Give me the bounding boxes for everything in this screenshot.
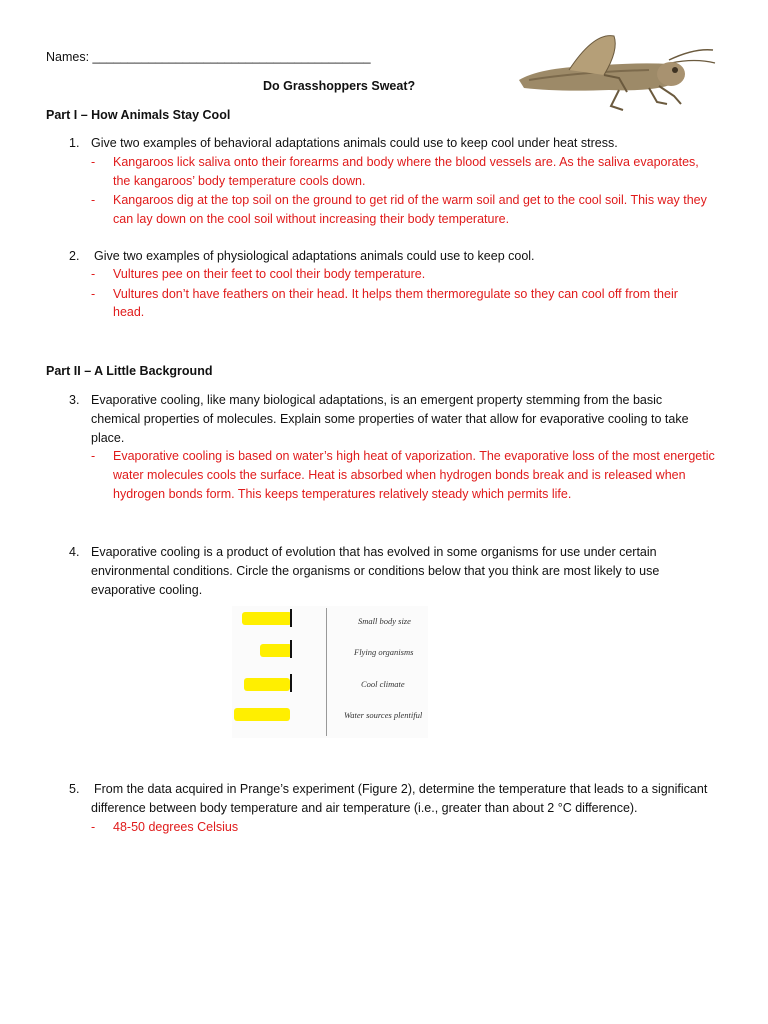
tick-mark — [290, 640, 292, 658]
tick-mark — [290, 674, 292, 692]
bullet-dash: - — [91, 287, 96, 301]
q2-number: 2. — [69, 249, 80, 263]
bullet-dash: - — [91, 449, 96, 463]
option-water-sources-plentiful[interactable]: Water sources plentiful — [344, 710, 423, 720]
q1-answer1-line2: the kangaroos’ body temperature cools down. — [113, 174, 366, 188]
highlight-mark — [234, 708, 290, 721]
names-field[interactable]: Names: ________________________________________ — [46, 50, 371, 64]
q3-number: 3. — [69, 393, 80, 407]
q2-answer1-line1: Vultures pee on their feet to cool their body temperature. — [113, 267, 426, 281]
q1-answer1-line1: Kangaroos lick saliva onto their forearms and body where the blood vessels are. As the saliva evaporates, — [113, 155, 699, 169]
part2-heading: Part II – A Little Background — [46, 364, 213, 378]
q4-text-line2: environmental conditions. Circle the organisms or conditions below that you think are most likely to use — [91, 564, 660, 578]
highlight-mark — [260, 644, 292, 657]
bullet-dash: - — [91, 193, 96, 207]
q1-text: Give two examples of behavioral adaptations animals could use to keep cool under heat stress. — [91, 136, 618, 150]
option-small-body-size[interactable]: Small body size — [358, 616, 411, 626]
divider-line — [326, 608, 327, 736]
bullet-dash: - — [91, 155, 96, 169]
q3-text-line3: place. — [91, 431, 125, 445]
q1-answer2-line2: can lay down on the cool soil without increasing their body temperature. — [113, 212, 510, 226]
highlight-mark — [244, 678, 290, 691]
option-cool-climate[interactable]: Cool climate — [361, 679, 405, 689]
tick-mark — [290, 609, 292, 627]
q4-number: 4. — [69, 545, 80, 559]
q5-answer: 48-50 degrees Celsius — [113, 820, 239, 834]
q5-text-line2: difference between body temperature and air temperature (i.e., greater than about 2 °C difference). — [91, 801, 638, 815]
option-flying-organisms[interactable]: Flying organisms — [354, 647, 414, 657]
q3-text-line2: chemical properties of molecules. Explain some properties of water that allow for evaporative cooling to take — [91, 412, 689, 426]
highlight-mark — [242, 612, 292, 625]
q1-answer2-line1: Kangaroos dig at the top soil on the ground to get rid of the warm soil and get to the cool soil. This way they — [113, 193, 707, 207]
q3-text-line1: Evaporative cooling, like many biological adaptations, is an emergent property stemming from the basic — [91, 393, 663, 407]
q4-text-line1: Evaporative cooling is a product of evolution that has evolved in some organisms for use under certain — [91, 545, 657, 559]
bullet-dash: - — [91, 267, 96, 281]
grasshopper-image — [499, 30, 723, 120]
bullet-dash: - — [91, 820, 96, 834]
part1-heading: Part I – How Animals Stay Cool — [46, 108, 231, 122]
q5-text-line1: From the data acquired in Prange’s experiment (Figure 2), determine the temperature that leads to a significant — [94, 782, 708, 796]
q1-number: 1. — [69, 136, 80, 150]
page-title: Do Grasshoppers Sweat? — [263, 79, 416, 93]
q3-answer-line3: hydrogen bonds form. This keeps temperatures relatively steady which permits life. — [113, 487, 572, 501]
q2-answer2-line1: Vultures don’t have feathers on their head. It helps them thermoregulate so they can cool off from their — [113, 287, 678, 301]
q4-text-line3: evaporative cooling. — [91, 583, 203, 597]
q5-number: 5. — [69, 782, 80, 796]
q2-answer2-line2: head. — [113, 305, 145, 319]
q2-text: Give two examples of physiological adaptations animals could use to keep cool. — [94, 249, 535, 263]
options-figure — [232, 606, 428, 738]
q3-answer-line1: Evaporative cooling is based on water’s high heat of vaporization. The evaporative loss of the most energetic — [113, 449, 715, 463]
q3-answer-line2: water molecules cools the surface. Heat is absorbed when hydrogen bonds break and is released when — [113, 468, 686, 482]
